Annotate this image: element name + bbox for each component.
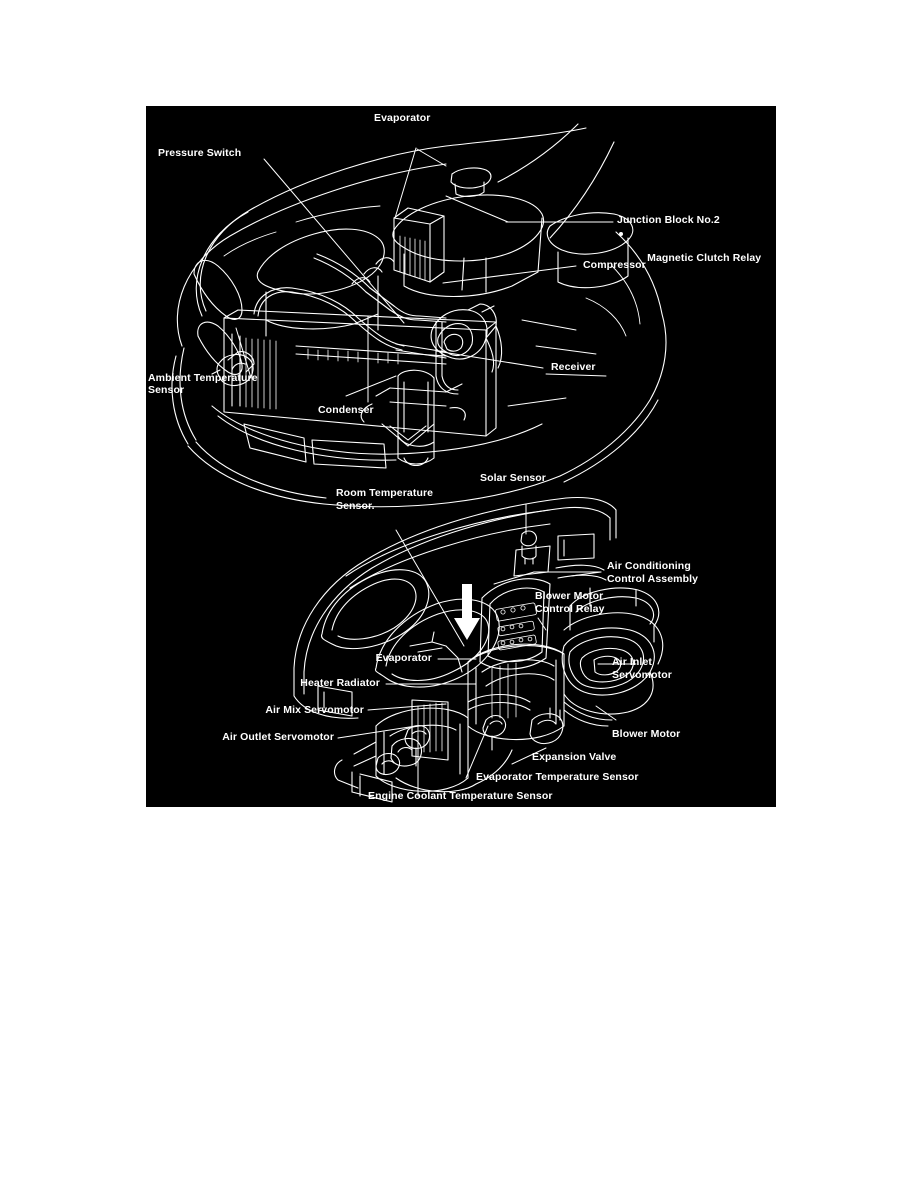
label-ambient-temperature-sensor-line2: Sensor xyxy=(148,384,185,396)
label-air-inlet-servomotor-line2: Servomotor xyxy=(612,669,672,681)
label-ambient-temperature-sensor-line1: Ambient Temperature xyxy=(148,372,258,384)
label-blower-motor-control-relay-line1: Blower Motor xyxy=(535,590,604,602)
label-pressure-switch: Pressure Switch xyxy=(158,147,242,159)
label-magnetic-clutch-relay-text: Magnetic Clutch Relay xyxy=(647,252,762,264)
label-blower-motor-control-relay-line2: Control Relay xyxy=(535,603,605,615)
label-receiver: Receiver xyxy=(551,361,596,373)
label-condenser: Condenser xyxy=(318,404,374,416)
label-compressor: Compressor xyxy=(583,259,646,271)
label-expansion-valve: Expansion Valve xyxy=(532,751,617,763)
label-evaporator-cabin: Evaporator xyxy=(375,652,432,664)
label-air-conditioning-control-assembly-line1: Air Conditioning xyxy=(607,560,691,572)
label-evaporator-engine: Evaporator xyxy=(374,112,431,124)
label-air-mix-servomotor: Air Mix Servomotor xyxy=(265,704,364,716)
bullet-icon xyxy=(619,232,623,236)
label-engine-coolant-temperature-sensor: Engine Coolant Temperature Sensor xyxy=(368,790,553,802)
figure-panel xyxy=(146,106,776,807)
label-air-conditioning-control-assembly-line2: Control Assembly xyxy=(607,573,699,585)
label-air-outlet-servomotor: Air Outlet Servomotor xyxy=(222,731,334,743)
label-room-temperature-sensor-line2: Sensor. xyxy=(336,500,375,512)
vehicle-body-outline xyxy=(172,124,666,507)
figure-lineart xyxy=(146,106,776,807)
evaporator-unit xyxy=(352,208,444,284)
label-blower-motor: Blower Motor xyxy=(612,728,681,740)
receiver xyxy=(361,370,465,465)
label-solar-sensor: Solar Sensor xyxy=(480,472,546,484)
label-heater-radiator: Heater Radiator xyxy=(300,677,380,689)
condenser xyxy=(224,310,496,436)
label-evaporator-temperature-sensor: Evaporator Temperature Sensor xyxy=(476,771,639,783)
label-junction-block-no2: Junction Block No.2 xyxy=(617,214,720,226)
label-room-temperature-sensor-line1: Room Temperature xyxy=(336,487,434,499)
engine-compartment-illustration xyxy=(172,124,666,507)
engine-bay-structures xyxy=(257,168,633,336)
label-air-inlet-servomotor-line1: Air Inlet xyxy=(612,656,652,668)
